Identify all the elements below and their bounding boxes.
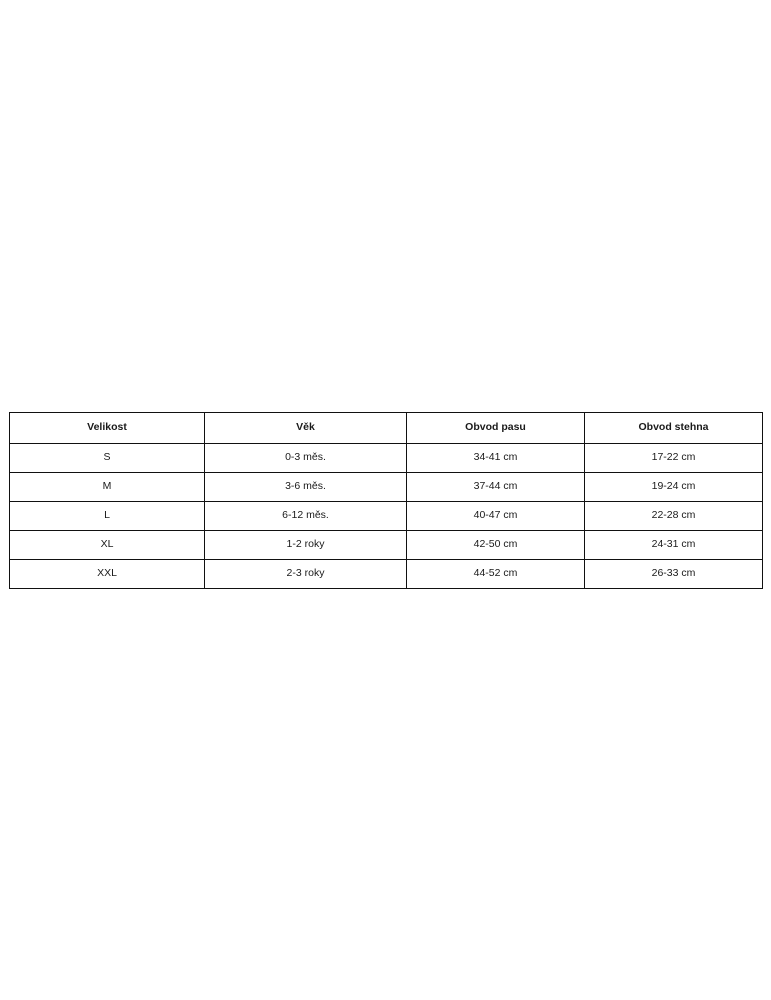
table-header-row [10,413,763,444]
cell-waist: 34-41 cm [407,444,585,473]
cell-size: L [10,502,205,531]
size-chart-table [9,412,763,589]
column-header-obvod-stehna: Obvod stehna [585,413,763,444]
table-header [10,413,763,444]
cell-size: XL [10,531,205,560]
cell-age: 6-12 měs. [205,502,407,531]
cell-thigh: 26-33 cm [585,560,763,589]
table-row [10,473,763,502]
column-header-vek: Věk [205,413,407,444]
table-row [10,531,763,560]
cell-thigh: 19-24 cm [585,473,763,502]
column-header-velikost: Velikost [10,413,205,444]
cell-thigh: 24-31 cm [585,531,763,560]
cell-age: 3-6 měs. [205,473,407,502]
cell-waist: 37-44 cm [407,473,585,502]
table-row [10,444,763,473]
cell-waist: 42-50 cm [407,531,585,560]
cell-age: 1-2 roky [205,531,407,560]
cell-size: XXL [10,560,205,589]
cell-size: M [10,473,205,502]
cell-waist: 40-47 cm [407,502,585,531]
cell-age: 2-3 roky [205,560,407,589]
table-row [10,560,763,589]
cell-thigh: 22-28 cm [585,502,763,531]
table-body [10,444,763,589]
cell-thigh: 17-22 cm [585,444,763,473]
cell-waist: 44-52 cm [407,560,585,589]
size-chart-container [9,412,762,589]
cell-age: 0-3 měs. [205,444,407,473]
cell-size: S [10,444,205,473]
table-row [10,502,763,531]
column-header-obvod-pasu: Obvod pasu [407,413,585,444]
